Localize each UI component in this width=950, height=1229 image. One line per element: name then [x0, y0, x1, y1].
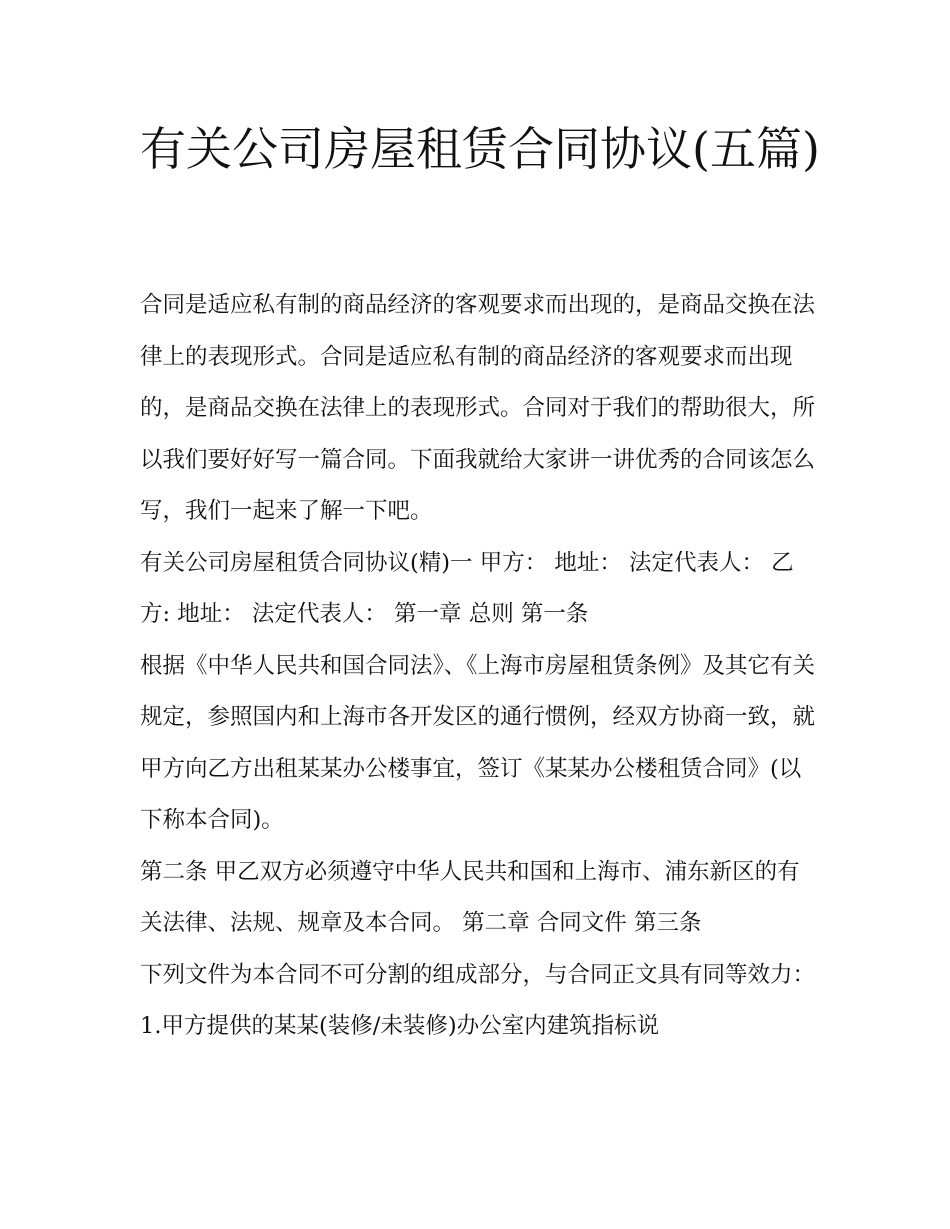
paragraph-article-1: 根据《中华人民共和国合同法》、《上海市房屋租赁条例》及其它有关规定，参照国内和上海市各开发区的通行惯例，经双方协商一致，就甲方向乙方出租某某办公楼事宜，签订《某某办公楼租赁合同》(以下称本合同)。 [140, 652, 816, 833]
document-body [140, 280, 820, 1053]
paragraph-intro: 合同是适应私有制的商品经济的客观要求而出现的，是商品交换在法律上的表现形式。合同是适应私有制的商品经济的客观要求而出现的，是商品交换在法律上的表现形式。合同对于我们的帮助很大，所以我们要好好写一篇合同。下面我就给大家讲一讲优秀的合同该怎么写，我们一起来了解一下吧。 [140, 292, 816, 524]
paragraph-article-2: 第二条 甲乙双方必须遵守中华人民共和国和上海市、浦东新区的有关法律、法规、规章及本合同。 第二章 合同文件 第三条 [140, 858, 800, 936]
paragraph-parties: 有关公司房屋租赁合同协议(精)一 甲方： 地址： 法定代表人： 乙方: 地址： 法定代表人： 第一章 总则 第一条 [140, 549, 794, 627]
document-title: 有关公司房屋租赁合同协议(五篇) [140, 122, 820, 176]
paragraph-article-3: 下列文件为本合同不可分割的组成部分，与合同正文具有同等效力： 1.甲方提供的某某(装修/未装修)办公室内建筑指标说 [140, 961, 816, 1039]
